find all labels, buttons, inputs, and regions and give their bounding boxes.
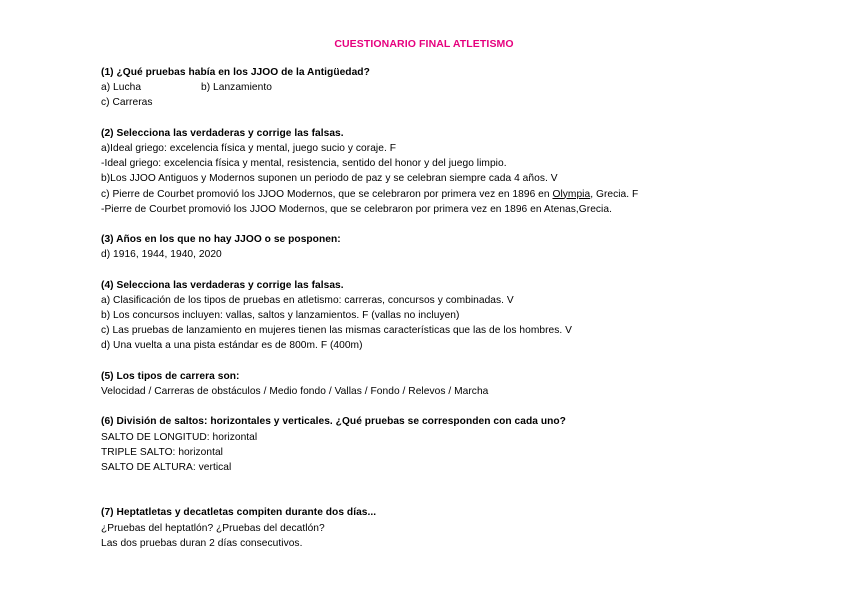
document-title: CUESTIONARIO FINAL ATLETISMO bbox=[334, 38, 514, 50]
question-2-line-4-end: , Grecia. F bbox=[590, 188, 639, 200]
question-3-answer: d) 1916, 1944, 1940, 2020 bbox=[101, 249, 222, 261]
question-1-option-b: b) Lanzamiento bbox=[201, 82, 272, 94]
question-7-line-2: Las dos pruebas duran 2 días consecutivos. bbox=[101, 537, 303, 549]
question-2-line-2: -Ideal griego: excelencia física y mental, resistencia, sentido del honor y del juego limpio. bbox=[101, 158, 507, 170]
question-5-answer: Velocidad / Carreras de obstáculos / Medio fondo / Vallas / Fondo / Relevos / Marcha bbox=[101, 385, 489, 397]
question-1-option-c: c) Carreras bbox=[101, 97, 153, 109]
question-2-line-4 bbox=[101, 187, 801, 202]
question-4-line-2: b) Los concursos incluyen: vallas, saltos y lanzamientos. F (vallas no incluyen) bbox=[101, 310, 460, 321]
underlined-word: Olympia bbox=[552, 188, 591, 200]
question-2-line-1: a)Ideal griego: excelencia física y mental, juego sucio y coraje. F bbox=[101, 142, 396, 154]
question-6-line-3: SALTO DE ALTURA: vertical bbox=[101, 461, 232, 473]
question-3-heading: (3) Años en los que no hay JJOO o se posponen: bbox=[101, 234, 341, 246]
questionnaire-body bbox=[101, 65, 801, 551]
question-2-line-5: -Pierre de Courbet promovió los JJOO Modernos, que se celebraron por primera vez en 1896 en Atenas,Grecia. bbox=[101, 203, 612, 215]
question-5-heading: (5) Los tipos de carrera son: bbox=[101, 370, 240, 382]
question-2-heading: (2) Selecciona las verdaderas y corrige las falsas. bbox=[101, 127, 344, 139]
question-4-line-3: c) Las pruebas de lanzamiento en mujeres tienen las mismas características que las de los hombres. V bbox=[101, 325, 573, 337]
question-1-option-a: a) Lucha bbox=[101, 82, 142, 94]
question-1-heading: (1) ¿Qué pruebas había en los JJOO de la Antigüedad? bbox=[101, 67, 370, 78]
question-6-line-2: TRIPLE SALTO: horizontal bbox=[101, 446, 223, 458]
question-4-line-1: a) Clasificación de los tipos de pruebas en atletismo: carreras, concursos y combinadas. V bbox=[101, 294, 514, 306]
question-2-line-3: b)Los JJOO Antiguos y Modernos suponen un periodo de paz y se celebran siempre cada 4 años. V bbox=[101, 173, 558, 185]
question-1-options-row bbox=[101, 80, 801, 95]
question-4-heading: (4) Selecciona las verdaderas y corrige las falsas. bbox=[101, 279, 344, 291]
question-6-line-1: SALTO DE LONGITUD: horizontal bbox=[101, 431, 258, 443]
question-7-line-1: ¿Pruebas del heptatlón? ¿Pruebas del decatlón? bbox=[101, 522, 325, 534]
question-6-heading: (6) División de saltos: horizontales y verticales. ¿Qué pruebas se corresponden con cada uno? bbox=[101, 416, 566, 428]
question-7-heading: (7) Heptatletas y decatletas compiten durante dos días... bbox=[101, 507, 377, 519]
question-2-line-4-text: c) Pierre de Courbet promovió los JJOO Modernos, que se celebraron por primera vez en 1896 en bbox=[101, 188, 553, 200]
question-4-line-4: d) Una vuelta a una pista estándar es de 800m. F (400m) bbox=[101, 340, 363, 352]
